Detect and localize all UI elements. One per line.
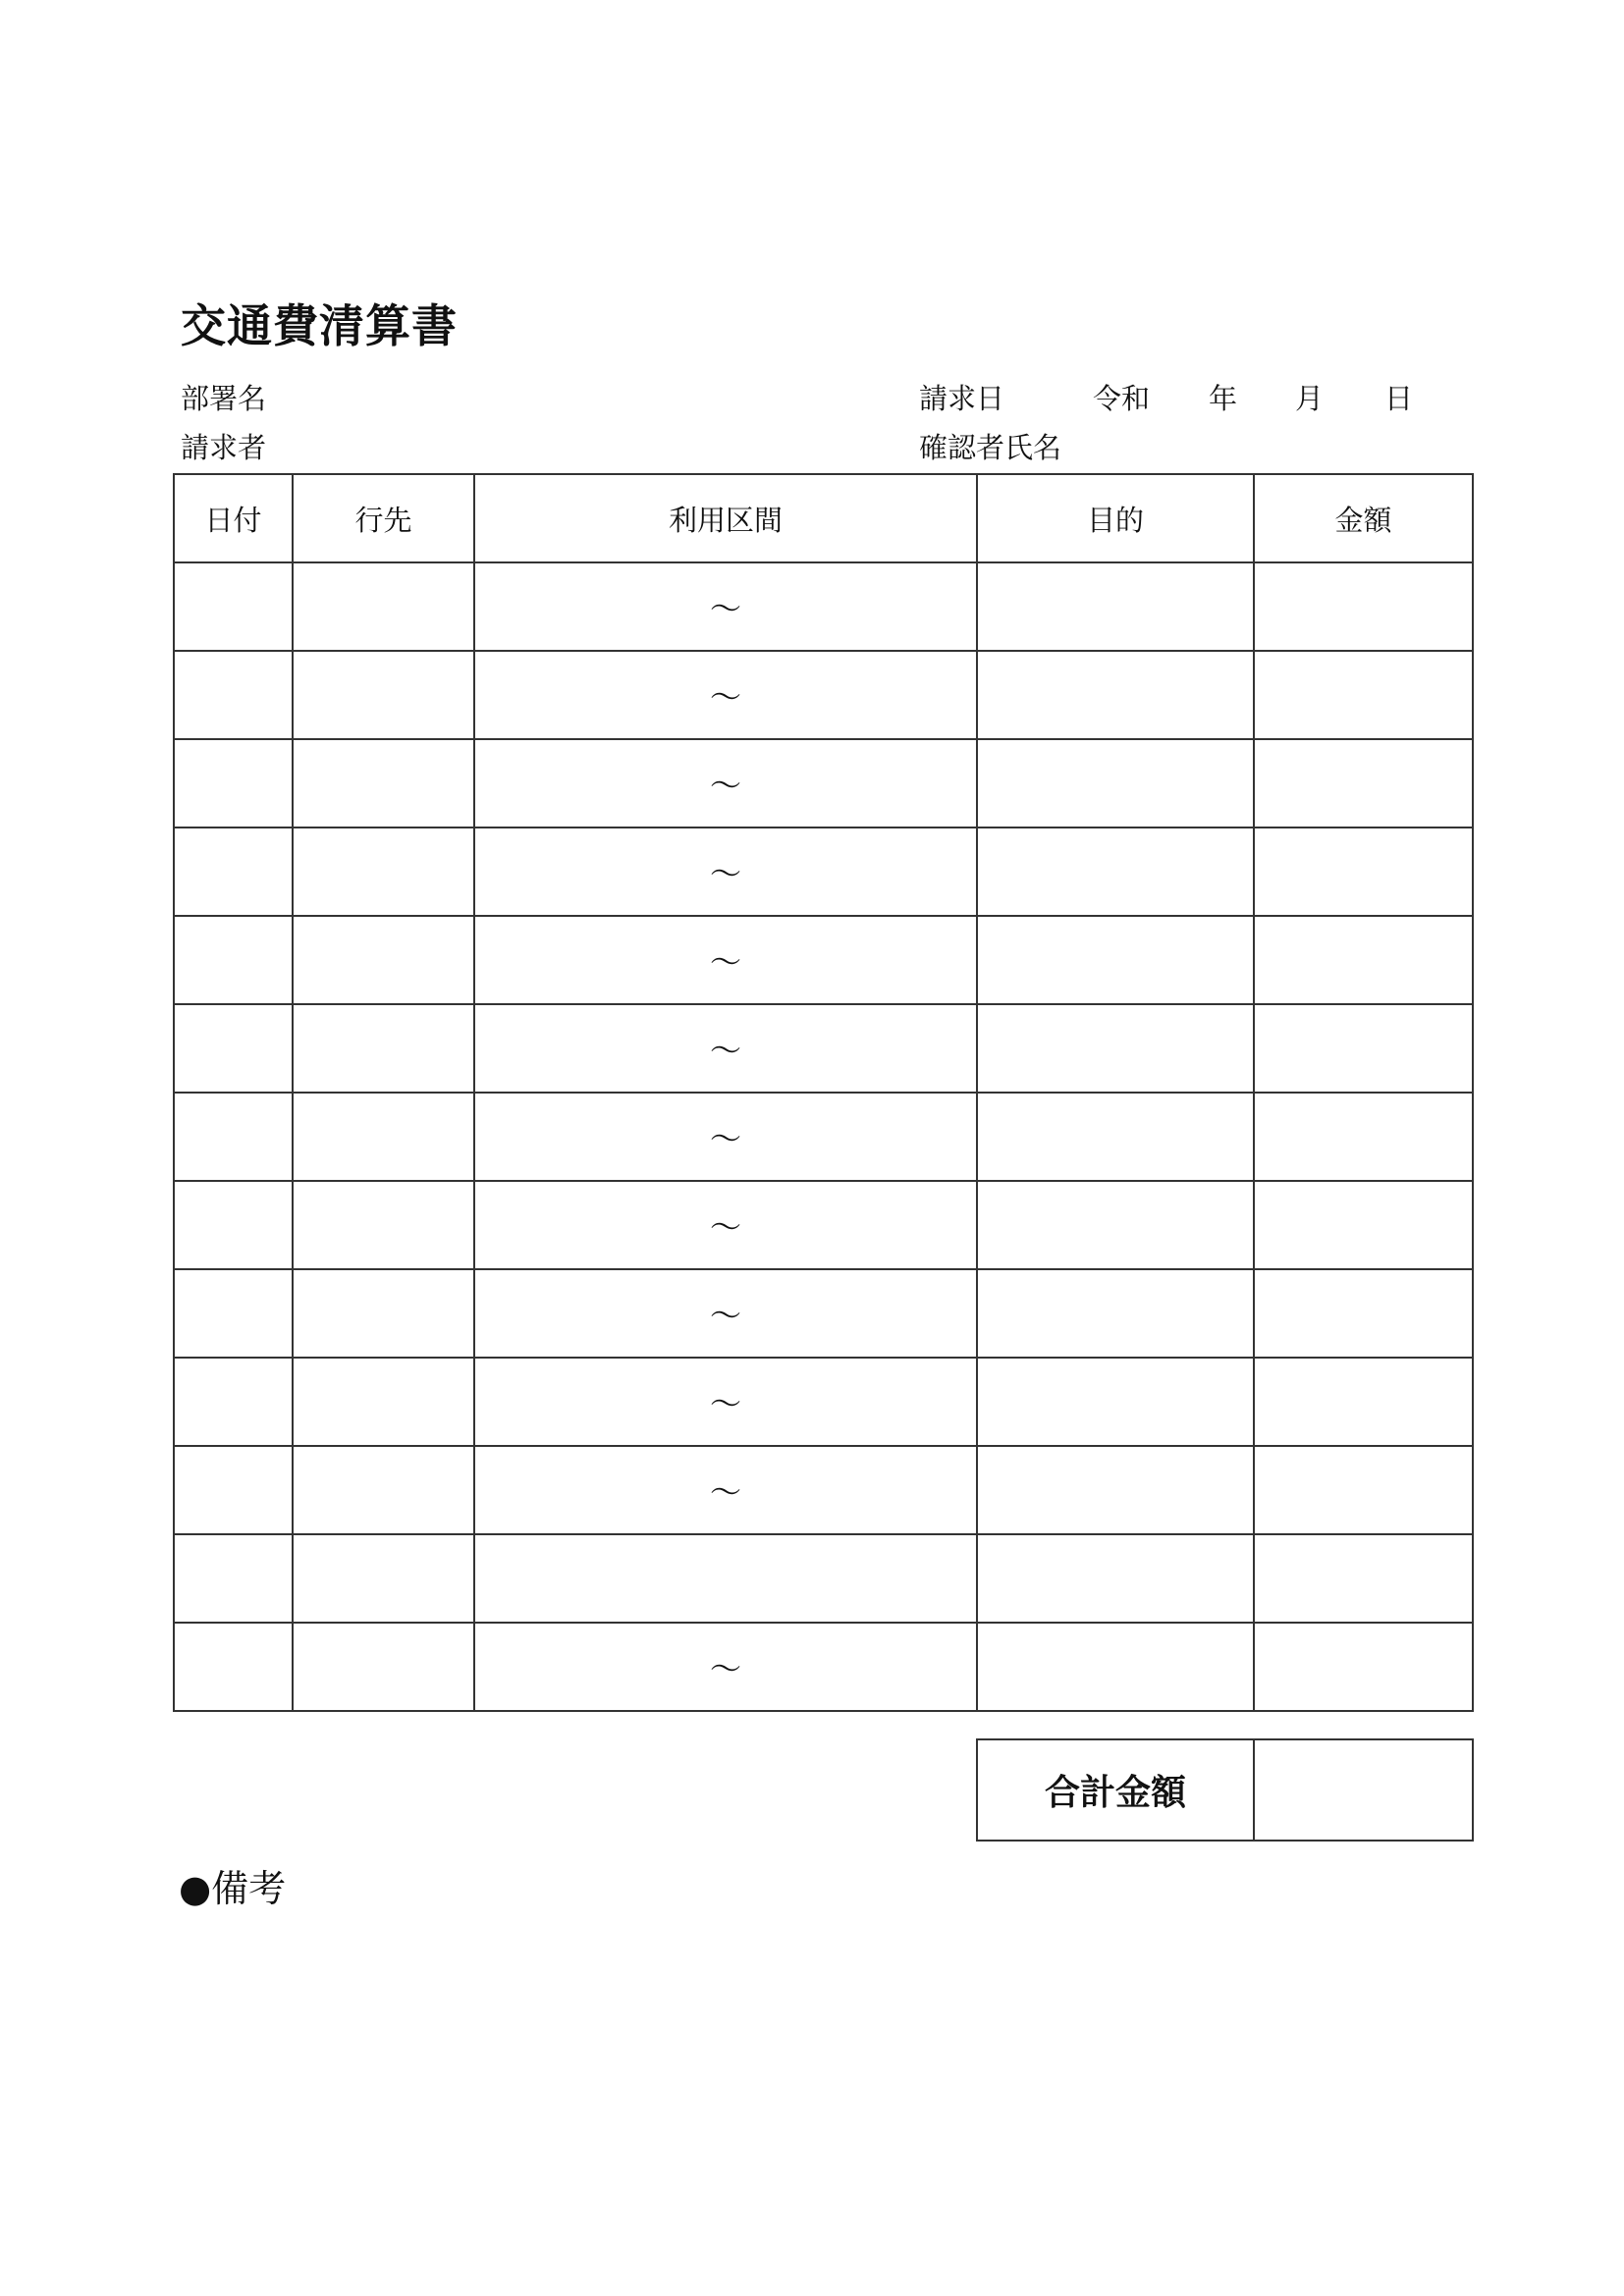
remarks-label: ●備考 bbox=[179, 1867, 287, 1910]
amount-cell[interactable] bbox=[1254, 916, 1473, 1004]
date-cell[interactable] bbox=[174, 1534, 293, 1623]
section-cell[interactable]: ～ bbox=[474, 1004, 977, 1093]
date-cell[interactable] bbox=[174, 1004, 293, 1093]
destination-cell[interactable] bbox=[293, 562, 474, 651]
request-date-label: 請求日 bbox=[919, 382, 1005, 415]
destination-cell[interactable] bbox=[293, 1534, 474, 1623]
section-cell[interactable]: ～ bbox=[474, 1623, 977, 1711]
destination-cell[interactable] bbox=[293, 1093, 474, 1181]
date-cell[interactable] bbox=[174, 739, 293, 828]
purpose-cell[interactable] bbox=[977, 562, 1254, 651]
section-cell[interactable]: ～ bbox=[474, 1269, 977, 1358]
table-row bbox=[174, 562, 1473, 651]
amount-cell[interactable] bbox=[1254, 562, 1473, 651]
table-row bbox=[174, 1181, 1473, 1269]
purpose-cell[interactable] bbox=[977, 1358, 1254, 1446]
purpose-cell[interactable] bbox=[977, 739, 1254, 828]
department-label: 部署名 bbox=[181, 382, 267, 415]
total-row bbox=[977, 1739, 1473, 1841]
date-cell[interactable] bbox=[174, 828, 293, 916]
table-row bbox=[174, 828, 1473, 916]
destination-cell[interactable] bbox=[293, 828, 474, 916]
table-row bbox=[174, 1358, 1473, 1446]
date-cell[interactable] bbox=[174, 562, 293, 651]
destination-cell[interactable] bbox=[293, 1446, 474, 1534]
section-cell[interactable]: ～ bbox=[474, 1093, 977, 1181]
total-table bbox=[976, 1738, 1474, 1842]
purpose-cell[interactable] bbox=[977, 1446, 1254, 1534]
year-label: 年 bbox=[1209, 382, 1238, 415]
column-header-destination: 行先 bbox=[293, 474, 474, 562]
section-cell[interactable]: ～ bbox=[474, 651, 977, 739]
expense-table bbox=[173, 473, 1474, 1712]
destination-cell[interactable] bbox=[293, 1181, 474, 1269]
section-cell[interactable]: ～ bbox=[474, 1181, 977, 1269]
purpose-cell[interactable] bbox=[977, 828, 1254, 916]
total-label: 合計金額 bbox=[977, 1739, 1254, 1841]
amount-cell[interactable] bbox=[1254, 828, 1473, 916]
table-row bbox=[174, 916, 1473, 1004]
date-cell[interactable] bbox=[174, 651, 293, 739]
table-row bbox=[174, 1623, 1473, 1711]
destination-cell[interactable] bbox=[293, 1623, 474, 1711]
purpose-cell[interactable] bbox=[977, 1269, 1254, 1358]
date-cell[interactable] bbox=[174, 1093, 293, 1181]
table-header-row bbox=[174, 474, 1473, 562]
amount-cell[interactable] bbox=[1254, 1181, 1473, 1269]
table-row bbox=[174, 1269, 1473, 1358]
table-row bbox=[174, 739, 1473, 828]
table-row bbox=[174, 1446, 1473, 1534]
section-cell[interactable]: ～ bbox=[474, 562, 977, 651]
date-cell[interactable] bbox=[174, 1269, 293, 1358]
purpose-cell[interactable] bbox=[977, 1534, 1254, 1623]
amount-cell[interactable] bbox=[1254, 1093, 1473, 1181]
column-header-date: 日付 bbox=[174, 474, 293, 562]
date-cell[interactable] bbox=[174, 1446, 293, 1534]
section-cell[interactable]: ～ bbox=[474, 1358, 977, 1446]
purpose-cell[interactable] bbox=[977, 1623, 1254, 1711]
destination-cell[interactable] bbox=[293, 1269, 474, 1358]
month-label: 月 bbox=[1295, 382, 1325, 415]
destination-cell[interactable] bbox=[293, 916, 474, 1004]
era-label: 令和 bbox=[1093, 382, 1151, 415]
section-cell[interactable]: ～ bbox=[474, 916, 977, 1004]
requester-label: 請求者 bbox=[181, 431, 267, 464]
total-amount-cell[interactable] bbox=[1254, 1739, 1473, 1841]
date-cell[interactable] bbox=[174, 1623, 293, 1711]
section-cell[interactable]: ～ bbox=[474, 739, 977, 828]
amount-cell[interactable] bbox=[1254, 1269, 1473, 1358]
amount-cell[interactable] bbox=[1254, 1446, 1473, 1534]
amount-cell[interactable] bbox=[1254, 1534, 1473, 1623]
purpose-cell[interactable] bbox=[977, 1093, 1254, 1181]
amount-cell[interactable] bbox=[1254, 1358, 1473, 1446]
amount-cell[interactable] bbox=[1254, 1004, 1473, 1093]
purpose-cell[interactable] bbox=[977, 651, 1254, 739]
column-header-purpose: 目的 bbox=[977, 474, 1254, 562]
section-cell[interactable] bbox=[474, 1534, 977, 1623]
table-body bbox=[174, 562, 1473, 1711]
column-header-amount: 金額 bbox=[1254, 474, 1473, 562]
date-cell[interactable] bbox=[174, 1358, 293, 1446]
amount-cell[interactable] bbox=[1254, 651, 1473, 739]
confirmer-label: 確認者氏名 bbox=[919, 431, 1062, 464]
table-row bbox=[174, 1534, 1473, 1623]
amount-cell[interactable] bbox=[1254, 1623, 1473, 1711]
section-cell[interactable]: ～ bbox=[474, 1446, 977, 1534]
destination-cell[interactable] bbox=[293, 1358, 474, 1446]
purpose-cell[interactable] bbox=[977, 1181, 1254, 1269]
purpose-cell[interactable] bbox=[977, 1004, 1254, 1093]
date-cell[interactable] bbox=[174, 1181, 293, 1269]
table-row bbox=[174, 651, 1473, 739]
table-row bbox=[174, 1004, 1473, 1093]
column-header-section: 利用区間 bbox=[474, 474, 977, 562]
section-cell[interactable]: ～ bbox=[474, 828, 977, 916]
date-cell[interactable] bbox=[174, 916, 293, 1004]
table-row bbox=[174, 1093, 1473, 1181]
purpose-cell[interactable] bbox=[977, 916, 1254, 1004]
destination-cell[interactable] bbox=[293, 651, 474, 739]
destination-cell[interactable] bbox=[293, 739, 474, 828]
day-label: 日 bbox=[1384, 382, 1414, 415]
amount-cell[interactable] bbox=[1254, 739, 1473, 828]
destination-cell[interactable] bbox=[293, 1004, 474, 1093]
document-title: 交通費清算書 bbox=[181, 299, 458, 352]
